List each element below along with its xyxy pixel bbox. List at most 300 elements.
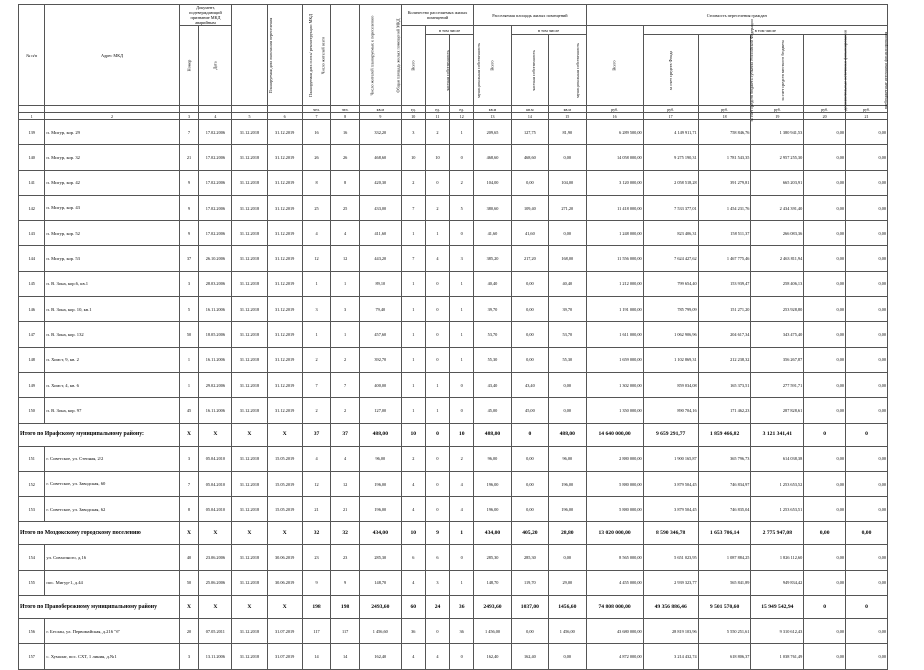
table-cell: 380,60 bbox=[474, 195, 511, 220]
table-cell: 746 834,97 bbox=[698, 471, 751, 496]
table-cell: 11 418 000,00 bbox=[586, 195, 643, 220]
table-cell: 17.02.2006 bbox=[199, 170, 232, 195]
column-number-cell: 11 bbox=[425, 113, 449, 120]
table-cell: 0 bbox=[425, 497, 449, 522]
table-cell: 3 bbox=[302, 297, 331, 322]
total-cell: X bbox=[179, 423, 199, 446]
table-cell: 0,00 bbox=[511, 170, 548, 195]
table-cell: 14 bbox=[302, 644, 331, 669]
table-cell: 0,00 bbox=[846, 497, 888, 522]
table-cell: 3 214 432,74 bbox=[643, 644, 698, 669]
table-cell: 0,00 bbox=[804, 271, 846, 296]
table-cell: 890 704,16 bbox=[643, 398, 698, 423]
table-cell: 0,00 bbox=[846, 398, 888, 423]
table-cell: 2 434 391,40 bbox=[751, 195, 804, 220]
table-cell: 151 bbox=[19, 446, 45, 471]
table-cell: 0 bbox=[425, 619, 449, 644]
table-cell: 1 bbox=[179, 372, 199, 397]
table-cell: 285,30 bbox=[359, 545, 401, 570]
header-cost-extra: внебюджетные источники финансирования bbox=[846, 35, 888, 106]
column-number-cell: 8 bbox=[331, 113, 360, 120]
table-cell: 0 bbox=[425, 347, 449, 372]
table-cell: 468,60 bbox=[511, 145, 548, 170]
address-cell: г. Советское, ул. Степная, 2/2 bbox=[45, 446, 179, 471]
table-cell: 96,00 bbox=[549, 446, 586, 471]
table-cell: 4 bbox=[401, 644, 425, 669]
table-cell: 104,00 bbox=[474, 170, 511, 195]
table-cell: 17.02.2006 bbox=[199, 145, 232, 170]
table-cell: 30.06.2019 bbox=[267, 570, 302, 595]
table-cell: 9 275 190,31 bbox=[643, 145, 698, 170]
table-cell: 31.12.2019 bbox=[267, 221, 302, 246]
table-cell: 05.04.2010 bbox=[199, 497, 232, 522]
table-cell: 21 bbox=[179, 145, 199, 170]
table-cell: 96,00 bbox=[359, 446, 401, 471]
table-row bbox=[19, 246, 888, 271]
header-doc-group: Документ, подтверждающий признание МКД аварийным bbox=[179, 5, 232, 26]
table-cell: 152 bbox=[19, 471, 45, 496]
total-cell: 49 356 886,46 bbox=[643, 596, 698, 619]
table-cell: 8 565 000,00 bbox=[586, 545, 643, 570]
table-cell: 0,00 bbox=[804, 545, 846, 570]
table-cell: 433,00 bbox=[359, 195, 401, 220]
table-row bbox=[19, 195, 888, 220]
total-cell: 36 bbox=[450, 596, 474, 619]
table-cell: 0 bbox=[450, 398, 474, 423]
table-row bbox=[19, 221, 888, 246]
table-cell: 45,00 bbox=[474, 398, 511, 423]
total-cell: X bbox=[199, 423, 232, 446]
table-cell: 37 bbox=[179, 246, 199, 271]
total-cell: 488,00 bbox=[474, 423, 511, 446]
table-cell: 2 bbox=[331, 347, 360, 372]
unit-cell bbox=[19, 106, 45, 113]
table-cell: 30.06.2019 bbox=[267, 545, 302, 570]
table-cell: 05.04.2010 bbox=[199, 446, 232, 471]
table-cell: 145 bbox=[19, 271, 45, 296]
table-cell: 0,00 bbox=[846, 446, 888, 471]
table-cell: 43,40 bbox=[474, 372, 511, 397]
table-cell: 9 bbox=[302, 570, 331, 595]
address-cell: г. Советское, ул. Заводская, 60 bbox=[45, 471, 179, 496]
table-cell: 4 bbox=[401, 471, 425, 496]
total-cell: 0 bbox=[804, 423, 846, 446]
table-cell: 2 bbox=[401, 170, 425, 195]
column-number-cell: 2 bbox=[45, 113, 179, 120]
total-cell: 15 949 542,94 bbox=[751, 596, 804, 619]
total-cell: 1 bbox=[450, 522, 474, 545]
table-cell: 0 bbox=[425, 471, 449, 496]
table-cell: 18.05.2006 bbox=[199, 322, 232, 347]
table-cell: 148,70 bbox=[359, 570, 401, 595]
table-cell: 0,00 bbox=[804, 246, 846, 271]
table-cell: 16 bbox=[302, 120, 331, 145]
table-cell: 1 bbox=[450, 322, 474, 347]
total-cell: 1456,60 bbox=[549, 596, 586, 619]
table-cell: 468,60 bbox=[474, 145, 511, 170]
column-number-cell: 5 bbox=[232, 113, 267, 120]
table-cell: 1 bbox=[450, 570, 474, 595]
address-cell: п. В. Зона, кор. 97 bbox=[45, 398, 179, 423]
table-cell: 31.12.2019 bbox=[267, 120, 302, 145]
header-doc-number: Номер bbox=[179, 26, 199, 106]
total-cell: 198 bbox=[331, 596, 360, 619]
table-cell: 31.12.2018 bbox=[232, 619, 267, 644]
column-numbers-row bbox=[19, 113, 888, 120]
header-residents-planned: Число жителей планируемых к переселению bbox=[331, 5, 360, 106]
table-cell: 0,00 bbox=[549, 644, 586, 669]
table-cell: 14 bbox=[331, 644, 360, 669]
table-cell: 0,00 bbox=[511, 297, 548, 322]
table-cell: 16.11.2006 bbox=[199, 297, 232, 322]
table-cell: 799 654,40 bbox=[643, 271, 698, 296]
table-cell: 81,90 bbox=[549, 120, 586, 145]
unit-cell: чел. bbox=[331, 106, 360, 113]
table-cell: 0,00 bbox=[804, 644, 846, 669]
table-cell: 385,20 bbox=[474, 246, 511, 271]
header-rooms-municipal: муниципальная собственность bbox=[450, 35, 474, 106]
total-label: Итого по Моздокскому городскому поселению bbox=[19, 522, 180, 545]
total-cell: X bbox=[232, 596, 267, 619]
table-cell: 1 bbox=[450, 297, 474, 322]
table-cell: 665 203,91 bbox=[751, 170, 804, 195]
table-cell: 823 406,31 bbox=[643, 221, 698, 246]
table-cell: 196,00 bbox=[474, 497, 511, 522]
table-cell: 0,00 bbox=[804, 446, 846, 471]
table-cell: 31.12.2018 bbox=[232, 446, 267, 471]
header-rooms-group: Количество расселяемых жилых помещений bbox=[401, 5, 474, 26]
total-cell: 434,00 bbox=[359, 522, 401, 545]
table-row bbox=[19, 570, 888, 595]
total-cell: 0,00 bbox=[804, 522, 846, 545]
total-cell: 198 bbox=[302, 596, 331, 619]
table-cell: 949 834,42 bbox=[751, 570, 804, 595]
total-cell: 0 bbox=[804, 596, 846, 619]
table-page bbox=[18, 4, 888, 670]
total-cell: X bbox=[199, 596, 232, 619]
table-cell: 31.12.2018 bbox=[232, 221, 267, 246]
table-cell: 154 bbox=[19, 545, 45, 570]
table-cell: 1 611 000,00 bbox=[586, 322, 643, 347]
table-cell: 209,65 bbox=[474, 120, 511, 145]
table-cell: 457,60 bbox=[359, 322, 401, 347]
table-cell: 6 bbox=[401, 545, 425, 570]
table-cell: 8 bbox=[302, 170, 331, 195]
table-row bbox=[19, 271, 888, 296]
table-cell: 0,00 bbox=[846, 570, 888, 595]
table-cell: 14 058 000,00 bbox=[586, 145, 643, 170]
table-cell: 15.05.2019 bbox=[267, 497, 302, 522]
total-cell: X bbox=[179, 596, 199, 619]
table-cell: 31.12.2018 bbox=[232, 398, 267, 423]
table-cell: 16.11.2006 bbox=[199, 398, 232, 423]
table-cell: 785 799,09 bbox=[643, 297, 698, 322]
total-cell: X bbox=[179, 522, 199, 545]
table-cell: 11 556 000,00 bbox=[586, 246, 643, 271]
table-cell: 0,00 bbox=[846, 347, 888, 372]
header-area-group: Расселяемая площадь жилых помещений bbox=[474, 5, 586, 26]
table-cell: 2 463 811,94 bbox=[751, 246, 804, 271]
table-cell: 8 bbox=[331, 170, 360, 195]
table-cell: 4 bbox=[331, 221, 360, 246]
table-cell: 39,70 bbox=[474, 297, 511, 322]
table-cell: 28.03.2006 bbox=[199, 271, 232, 296]
table-cell: 392,70 bbox=[359, 347, 401, 372]
table-row bbox=[19, 446, 888, 471]
table-cell: 53,70 bbox=[474, 322, 511, 347]
table-cell: 4 bbox=[450, 471, 474, 496]
column-number-cell: 9 bbox=[359, 113, 401, 120]
table-cell: 25 bbox=[302, 195, 331, 220]
column-number-cell: 10 bbox=[401, 113, 425, 120]
table-cell: 148 bbox=[19, 347, 45, 372]
total-cell: 488,00 bbox=[359, 423, 401, 446]
table-cell: 196,00 bbox=[359, 471, 401, 496]
header-total-area: Общая площадь жилых помещений МКД bbox=[359, 5, 401, 106]
address-cell: п. Мигур, кор. 42 bbox=[45, 170, 179, 195]
table-cell: 0,00 bbox=[549, 372, 586, 397]
units-row bbox=[19, 106, 888, 113]
table-row bbox=[19, 170, 888, 195]
table-cell: 40 bbox=[179, 545, 199, 570]
table-cell: 89,10 bbox=[359, 271, 401, 296]
table-cell: 2 bbox=[425, 120, 449, 145]
table-row bbox=[19, 297, 888, 322]
table-cell: 0 bbox=[450, 644, 474, 669]
table-cell: 31.12.2019 bbox=[267, 347, 302, 372]
table-cell: 1 380 941,53 bbox=[751, 120, 804, 145]
column-number-cell: 1 bbox=[19, 113, 45, 120]
address-cell: ул. Совхозного, д.16 bbox=[45, 545, 179, 570]
total-row bbox=[19, 522, 888, 545]
table-cell: 148,70 bbox=[474, 570, 511, 595]
unit-cell: руб. bbox=[751, 106, 804, 113]
table-cell: 0,00 bbox=[549, 545, 586, 570]
table-cell: 12 bbox=[302, 246, 331, 271]
total-cell: 9 bbox=[425, 522, 449, 545]
table-cell: 391 279,81 bbox=[698, 170, 751, 195]
total-cell: 10 bbox=[450, 423, 474, 446]
total-cell: X bbox=[267, 423, 302, 446]
table-cell: 157 bbox=[19, 644, 45, 669]
table-cell: 1 bbox=[450, 271, 474, 296]
table-cell: 31.12.2018 bbox=[232, 195, 267, 220]
column-number-cell: 14 bbox=[511, 113, 548, 120]
table-cell: 150 bbox=[19, 398, 45, 423]
table-cell: 1 bbox=[331, 271, 360, 296]
table-row bbox=[19, 398, 888, 423]
table-cell: 1 bbox=[331, 322, 360, 347]
column-number-cell: 15 bbox=[549, 113, 586, 120]
table-cell: 05.04.2010 bbox=[199, 471, 232, 496]
table-cell: 400,00 bbox=[359, 372, 401, 397]
address-cell: п. Мигур, кор. 53 bbox=[45, 246, 179, 271]
table-cell: 1 bbox=[302, 271, 331, 296]
table-row bbox=[19, 145, 888, 170]
table-cell: 4 bbox=[450, 497, 474, 522]
table-cell: 1 253 653,52 bbox=[751, 471, 804, 496]
header-address: Адрес МКД bbox=[45, 5, 179, 106]
table-cell: 07.05.2011 bbox=[199, 619, 232, 644]
table-cell: 1 900 165,87 bbox=[643, 446, 698, 471]
table-cell: 155 bbox=[19, 570, 45, 595]
table-cell: 3 bbox=[179, 271, 199, 296]
table-cell: 143 bbox=[19, 221, 45, 246]
table-cell: 2 bbox=[401, 446, 425, 471]
table-cell: 119,70 bbox=[511, 570, 548, 595]
table-cell: 2 939 323,77 bbox=[643, 570, 698, 595]
table-cell: 0 bbox=[425, 170, 449, 195]
table-cell: 1 bbox=[401, 271, 425, 296]
table-cell: 117 bbox=[331, 619, 360, 644]
table-cell: 0,00 bbox=[804, 570, 846, 595]
table-cell: 31.12.2019 bbox=[267, 271, 302, 296]
table-cell: 36 bbox=[450, 619, 474, 644]
table-cell: 2 bbox=[450, 170, 474, 195]
table-cell: 3 879 504,45 bbox=[643, 471, 698, 496]
unit-cell bbox=[267, 106, 302, 113]
column-number-cell: 21 bbox=[846, 113, 888, 120]
table-cell: 1 350 000,00 bbox=[586, 398, 643, 423]
table-cell: 356 267,87 bbox=[751, 347, 804, 372]
table-cell: 4 bbox=[331, 446, 360, 471]
table-cell: 7 bbox=[302, 372, 331, 397]
table-row bbox=[19, 644, 888, 669]
header-cost-regional: за счет средств бюджета субъекта Российской Федерации bbox=[698, 35, 751, 106]
unit-cell: ед. bbox=[401, 106, 425, 113]
table-cell: 443,20 bbox=[359, 246, 401, 271]
address-cell: п. В. Зона, кор. 132 bbox=[45, 322, 179, 347]
table-cell: 3 bbox=[179, 446, 199, 471]
table-cell: 0,00 bbox=[511, 271, 548, 296]
table-row bbox=[19, 120, 888, 145]
table-cell: 3 bbox=[425, 570, 449, 595]
total-cell: 3 121 341,41 bbox=[751, 423, 804, 446]
table-cell: 153 939,47 bbox=[698, 271, 751, 296]
total-cell: 1 653 706,14 bbox=[698, 522, 751, 545]
total-cell: 0 bbox=[846, 596, 888, 619]
header-area-incl: в том числе bbox=[511, 26, 586, 35]
total-cell: 10 bbox=[401, 522, 425, 545]
table-cell: 253 928,80 bbox=[751, 297, 804, 322]
unit-cell: руб. bbox=[698, 106, 751, 113]
table-cell: 31.12.2018 bbox=[232, 570, 267, 595]
column-number-cell: 16 bbox=[586, 113, 643, 120]
header-rooms-total: Всего bbox=[401, 26, 425, 106]
total-cell: 24 bbox=[425, 596, 449, 619]
header-area-private: частная собственность bbox=[511, 35, 548, 106]
table-cell: 0 bbox=[450, 221, 474, 246]
table-cell: 31.12.2018 bbox=[232, 145, 267, 170]
table-cell: 0,00 bbox=[549, 221, 586, 246]
table-cell: 0 bbox=[450, 145, 474, 170]
table-cell: 7 533 377,01 bbox=[643, 195, 698, 220]
total-cell: X bbox=[232, 423, 267, 446]
table-cell: 1 bbox=[401, 347, 425, 372]
table-cell: 17.02.2006 bbox=[199, 120, 232, 145]
table-cell: 0 bbox=[425, 271, 449, 296]
table-cell: 147 bbox=[19, 322, 45, 347]
table-cell: 0,00 bbox=[804, 372, 846, 397]
table-cell: 171 462,23 bbox=[698, 398, 751, 423]
table-cell: 162,40 bbox=[359, 644, 401, 669]
table-cell: 140 bbox=[19, 145, 45, 170]
column-number-cell: 6 bbox=[267, 113, 302, 120]
unit-cell: кв.м bbox=[511, 106, 548, 113]
table-cell: 0,00 bbox=[804, 120, 846, 145]
total-cell: 434,00 bbox=[474, 522, 511, 545]
table-cell: 2 bbox=[425, 195, 449, 220]
table-cell: 0,00 bbox=[846, 120, 888, 145]
table-cell: 31.12.2019 bbox=[267, 297, 302, 322]
table-cell: 1 454 231,76 bbox=[698, 195, 751, 220]
table-cell: 0,00 bbox=[511, 446, 548, 471]
table-cell: 23.06.2006 bbox=[199, 545, 232, 570]
table-cell: 45,00 bbox=[511, 398, 548, 423]
table-cell: 31.12.2018 bbox=[232, 644, 267, 669]
header-area-total: Всего bbox=[474, 26, 511, 106]
total-cell: 2493,60 bbox=[359, 596, 401, 619]
unit-cell: ед. bbox=[425, 106, 449, 113]
table-cell: 0,00 bbox=[549, 398, 586, 423]
table-cell: 196,00 bbox=[359, 497, 401, 522]
column-number-cell: 19 bbox=[751, 113, 804, 120]
table-cell: 9 bbox=[179, 195, 199, 220]
unit-cell: руб. bbox=[586, 106, 643, 113]
unit-cell bbox=[232, 106, 267, 113]
table-cell: 16 bbox=[331, 120, 360, 145]
table-cell: 31.12.2019 bbox=[267, 398, 302, 423]
unit-cell: руб. bbox=[846, 106, 888, 113]
table-cell: 0,00 bbox=[804, 398, 846, 423]
table-cell: 0,00 bbox=[511, 347, 548, 372]
table-cell: 0,00 bbox=[846, 372, 888, 397]
table-cell: 4 bbox=[302, 446, 331, 471]
table-cell: 3 879 504,45 bbox=[643, 497, 698, 522]
table-cell: 1 bbox=[179, 347, 199, 372]
column-number-cell: 20 bbox=[804, 113, 846, 120]
table-cell: 1 bbox=[401, 322, 425, 347]
total-cell: 8 590 346,78 bbox=[643, 522, 698, 545]
table-cell: 1 bbox=[302, 322, 331, 347]
total-cell: 9 501 570,60 bbox=[698, 596, 751, 619]
table-cell: 1 bbox=[450, 347, 474, 372]
table-cell: 0,00 bbox=[846, 545, 888, 570]
table-cell: 217,20 bbox=[511, 246, 548, 271]
address-cell: г. Советское, ул. Заводская, 62 bbox=[45, 497, 179, 522]
table-cell: 1 456,60 bbox=[359, 619, 401, 644]
table-cell: 2 880 000,00 bbox=[586, 446, 643, 471]
table-cell: 41,60 bbox=[474, 221, 511, 246]
address-cell: п. В. Зона, кор. 10, кв.1 bbox=[45, 297, 179, 322]
table-cell: 411,60 bbox=[359, 221, 401, 246]
table-cell: 40,40 bbox=[474, 271, 511, 296]
table-cell: 1 659 000,00 bbox=[586, 347, 643, 372]
table-cell: 43 680 000,00 bbox=[586, 619, 643, 644]
table-cell: 0,00 bbox=[804, 497, 846, 522]
total-cell: 13 020 000,00 bbox=[586, 522, 643, 545]
table-cell: 4 872 000,00 bbox=[586, 644, 643, 669]
table-cell: 1 467 775,46 bbox=[698, 246, 751, 271]
total-cell: 0 bbox=[511, 423, 548, 446]
total-cell: 14 640 000,00 bbox=[586, 423, 643, 446]
table-cell: 287 828,61 bbox=[751, 398, 804, 423]
table-cell: 0,00 bbox=[804, 471, 846, 496]
table-cell: 0,00 bbox=[846, 471, 888, 496]
table-cell: 29.02.2006 bbox=[199, 372, 232, 397]
table-cell: 31.12.2018 bbox=[232, 497, 267, 522]
total-label: Итого по Ирафскому муниципальному району: bbox=[19, 423, 180, 446]
